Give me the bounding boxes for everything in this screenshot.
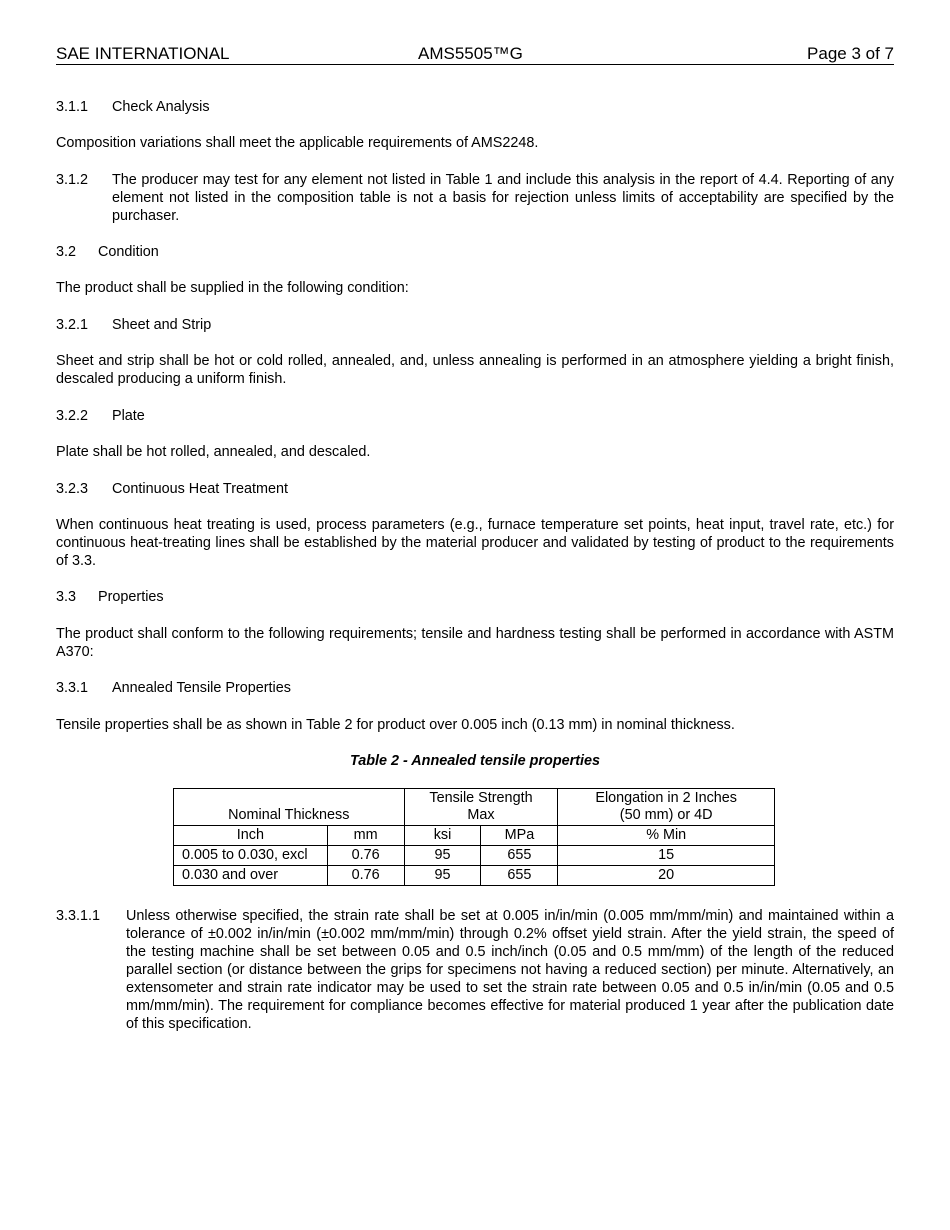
paragraph-3-1-1: Composition variations shall meet the applicable requirements of AMS2248. bbox=[56, 135, 539, 151]
paragraph-3-2: The product shall be supplied in the following condition: bbox=[56, 280, 409, 296]
table-cell: 20 bbox=[558, 866, 775, 886]
table-cell: 0.005 to 0.030, excl bbox=[174, 846, 328, 866]
heading-number: 3.2.3 bbox=[56, 481, 89, 497]
paragraph-3-3-1: Tensile properties shall be as shown in Table 2 for product over 0.005 inch (0.13 mm) in nominal thickness. bbox=[56, 717, 735, 733]
heading-number: 3.2 bbox=[56, 244, 77, 260]
paragraph-3-3: The product shall conform to the following requirements; tensile and hardness testing shall be performed in accordance with ASTM A370: bbox=[56, 626, 894, 660]
table-cell: 655 bbox=[481, 866, 558, 886]
heading-3-2-2 bbox=[56, 407, 894, 425]
header-text: Nominal Thickness bbox=[228, 807, 350, 823]
header-text: Tensile Strength bbox=[429, 790, 533, 806]
header-org: SAE INTERNATIONAL bbox=[56, 44, 230, 63]
clause-3-3-1-1 bbox=[56, 907, 894, 1033]
table-caption: Table 2 - Annealed tensile properties bbox=[349, 753, 601, 769]
table-cell: 0.76 bbox=[327, 846, 404, 866]
heading-title: Check Analysis bbox=[112, 99, 210, 115]
heading-number: 3.3.1 bbox=[56, 680, 89, 696]
tensile-properties-table bbox=[173, 788, 775, 886]
heading-title: Sheet and Strip bbox=[112, 317, 212, 333]
header-text: Elongation in 2 Inches bbox=[595, 790, 737, 806]
table-header-row bbox=[174, 789, 775, 826]
table-row bbox=[174, 866, 775, 886]
table-cell: 0.030 and over bbox=[174, 866, 328, 886]
heading-number: 3.2.1 bbox=[56, 317, 89, 333]
clause-number: 3.3.1.1 bbox=[56, 908, 101, 924]
table-cell: 15 bbox=[558, 846, 775, 866]
table-cell: 655 bbox=[481, 846, 558, 866]
heading-title: Properties bbox=[98, 589, 164, 605]
paragraph-3-2-2: Plate shall be hot rolled, annealed, and descaled. bbox=[56, 444, 371, 460]
paragraph-3-2-3: When continuous heat treating is used, process parameters (e.g., furnace temperature set points, heat input, travel rate, etc.) for continuous heat-treating lines shall be established by the material producer and validated by testing of product to the requirements of 3.3. bbox=[56, 517, 894, 569]
heading-title: Annealed Tensile Properties bbox=[112, 680, 291, 696]
table-cell: 0.76 bbox=[327, 866, 404, 886]
heading-3-3-1 bbox=[56, 679, 894, 697]
header-elongation bbox=[558, 789, 775, 826]
unit-header: MPa bbox=[481, 826, 558, 846]
clause-text: Unless otherwise specified, the strain rate shall be set at 0.005 in/in/min (0.005 mm/mm/min) and maintained within a tolerance of ±0.002 in/in/min (±0.002 mm/mm/min) through 0.2% offset yield strain. After the yield strain, the speed of the testing machine shall be set between 0.05 and 0.5 inch/inch (0.05 and 0.5 mm/mm) of the length of the reduced parallel section (or distance between the grips for specimens not having a reduced section) per minute. Alternatively, an extensometer and strain rate indicator may be used to set the strain rate between 0.05 and 0.5 in/in/min (0.05 and 0.5 mm/mm/min). The requirement for compliance becomes effective for material produced 1 year after the publication date of this specification. bbox=[126, 908, 894, 1032]
header-text: (50 mm) or 4D bbox=[619, 807, 713, 823]
page-header bbox=[56, 44, 894, 65]
clause-text: The producer may test for any element not listed in Table 1 and include this analysis in the report of 4.4. Reporting of any element not listed in the composition table is not a basis for rejection unless limits of acceptability are specified by the purchaser. bbox=[112, 172, 894, 224]
heading-3-2-3 bbox=[56, 480, 894, 498]
unit-header: % Min bbox=[558, 826, 775, 846]
heading-title: Plate bbox=[112, 408, 145, 424]
table-cell: 95 bbox=[404, 866, 481, 886]
heading-number: 3.2.2 bbox=[56, 408, 89, 424]
heading-number: 3.1.1 bbox=[56, 99, 89, 115]
unit-header: Inch bbox=[174, 826, 328, 846]
header-text: Max bbox=[467, 807, 495, 823]
table-unit-row bbox=[174, 826, 775, 846]
header-page-number: Page 3 of 7 bbox=[807, 44, 894, 63]
clause-3-1-2 bbox=[56, 171, 894, 225]
heading-title: Condition bbox=[98, 244, 159, 260]
heading-3-2 bbox=[56, 243, 894, 261]
heading-3-1-1 bbox=[56, 98, 894, 116]
table-row bbox=[174, 846, 775, 866]
heading-3-2-1 bbox=[56, 316, 894, 334]
clause-number: 3.1.2 bbox=[56, 172, 89, 188]
header-doc-id: AMS5505™G bbox=[418, 44, 523, 63]
unit-header: ksi bbox=[404, 826, 481, 846]
heading-title: Continuous Heat Treatment bbox=[112, 481, 288, 497]
table-cell: 95 bbox=[404, 846, 481, 866]
header-tensile-strength bbox=[404, 789, 558, 826]
header-nominal-thickness bbox=[174, 789, 405, 826]
heading-3-3 bbox=[56, 588, 894, 606]
heading-number: 3.3 bbox=[56, 589, 77, 605]
paragraph-3-2-1: Sheet and strip shall be hot or cold rolled, annealed, and, unless annealing is performed in an atmosphere yielding a bright finish, descaled producing a uniform finish. bbox=[56, 353, 894, 387]
unit-header: mm bbox=[327, 826, 404, 846]
